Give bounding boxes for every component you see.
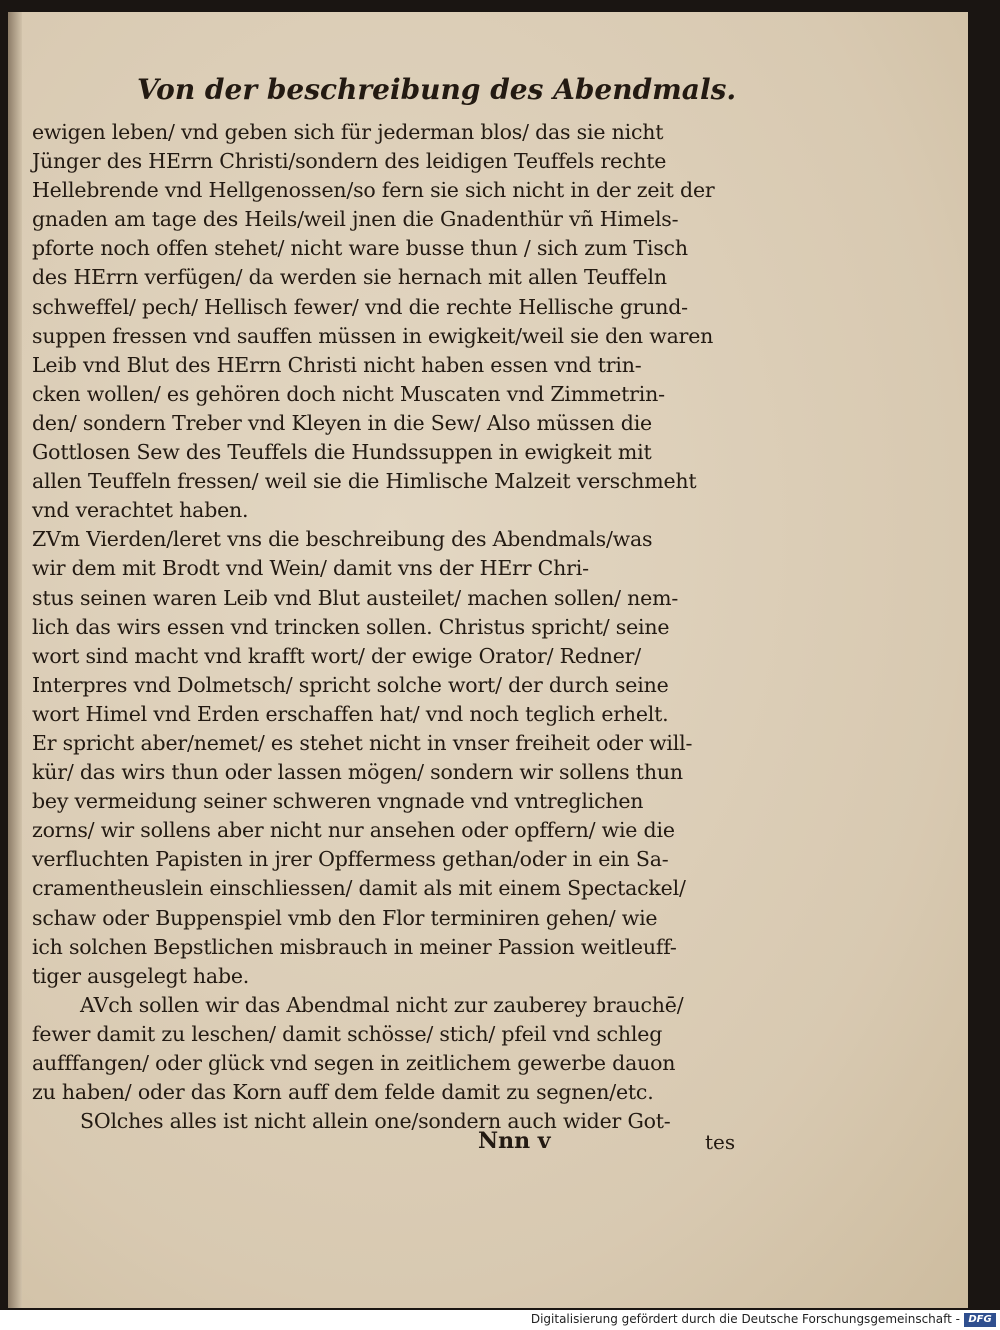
text-line: zorns/ wir sollens aber nicht nur ansehen oder opffern/ wie die <box>32 818 675 843</box>
text-line: den/ sondern Treber vnd Kleyen in die Sew/ Also müssen die <box>32 410 652 435</box>
text-line: zu haben/ oder das Korn auff dem felde damit zu segnen/etc. <box>32 1080 654 1105</box>
text-line: Jünger des HErrn Christi/sondern des leidigen Teuffels rechte <box>32 149 667 174</box>
footer-bar <box>0 1310 1000 1330</box>
text-line: Gottlosen Sew des Teuffels die Hundssuppen in ewigkeit mit <box>32 440 652 465</box>
text-line: ZVm Vierden/leret vns die beschreibung des Abendmals/was <box>32 527 653 552</box>
text-line: fewer damit zu leschen/ damit schösse/ stich/ pfeil vnd schleg <box>32 1021 663 1046</box>
text-line: cken wollen/ es gehören doch nicht Muscaten vnd Zimmetrin- <box>32 381 665 406</box>
body-text <box>32 118 742 1136</box>
running-header: Von der beschreibung des Abendmals. <box>137 73 737 106</box>
text-line: wort Himel vnd Erden erschaffen hat/ vnd noch teglich erhelt. <box>32 701 669 726</box>
text-line: pforte noch offen stehet/ nicht ware busse thun / sich zum Tisch <box>32 236 688 261</box>
funding-notice: Digitalisierung gefördert durch die Deutsche Forschungsgemeinschaft - <box>530 1312 960 1326</box>
text-block <box>32 70 742 1136</box>
catchword: tes <box>705 1130 736 1154</box>
text-line: Hellebrende vnd Hellgenossen/so fern sie sich nicht in der zeit der <box>32 178 715 203</box>
text-line: ewigen leben/ vnd geben sich für jederman blos/ das sie nicht <box>32 120 664 144</box>
text-line: Er spricht aber/nemet/ es stehet nicht in vnser freiheit oder will- <box>32 730 693 755</box>
text-line: AVch sollen wir das Abendmal nicht zur zauberey brauchē/ <box>80 992 684 1017</box>
text-line: aufffangen/ oder glück vnd segen in zeitlichem gewerbe dauon <box>32 1051 676 1075</box>
text-line: cramentheuslein einschliessen/ damit als mit einem Spectackel/ <box>32 876 686 901</box>
text-line: bey vermeidung seiner schweren vngnade vnd vntreglichen <box>32 789 644 814</box>
text-line: allen Teuffeln fressen/ weil sie die Himlische Malzeit verschmeht <box>32 469 697 494</box>
dfg-logo: DFG <box>964 1313 996 1327</box>
text-line: gnaden am tage des Heils/weil jnen die Gnadenthür vñ Himels- <box>32 207 679 232</box>
text-line: schaw oder Buppenspiel vmb den Flor terminiren gehen/ wie <box>32 905 658 930</box>
text-line: tiger ausgelegt habe. <box>32 963 250 988</box>
text-line: kür/ das wirs thun oder lassen mögen/ sondern wir sollens thun <box>32 760 683 785</box>
text-line: Leib vnd Blut des HErrn Christi nicht haben essen vnd trin- <box>32 352 642 377</box>
text-line: des HErrn verfügen/ da werden sie hernach mit allen Teuffeln <box>32 265 667 290</box>
text-line: stus seinen waren Leib vnd Blut austeilet/ machen sollen/ nem- <box>32 585 679 610</box>
text-line: Interpres vnd Dolmetsch/ spricht solche wort/ der durch seine <box>32 672 669 697</box>
text-line: ich solchen Bepstlichen misbrauch in meiner Passion weitleuff- <box>32 934 677 959</box>
text-line: wir dem mit Brodt vnd Wein/ damit vns der HErr Chri- <box>32 556 589 581</box>
text-line: wort sind macht vnd krafft wort/ der ewige Orator/ Redner/ <box>32 643 641 668</box>
text-line: schweffel/ pech/ Hellisch fewer/ vnd die rechte Hellische grund- <box>32 294 688 319</box>
text-line: SOlches alles ist nicht allein one/sondern auch wider Got- <box>80 1109 671 1134</box>
text-line: verfluchten Papisten in jrer Opffermess gethan/oder in ein Sa- <box>32 847 669 872</box>
text-line: vnd verachtet haben. <box>32 498 249 523</box>
signature-mark: Nnn v <box>478 1128 551 1154</box>
text-line: lich das wirs essen vnd trincken sollen. Christus spricht/ seine <box>32 614 670 639</box>
text-line: suppen fressen vnd sauffen müssen in ewigkeit/weil sie den waren <box>32 323 714 348</box>
page-gutter <box>8 12 22 1308</box>
